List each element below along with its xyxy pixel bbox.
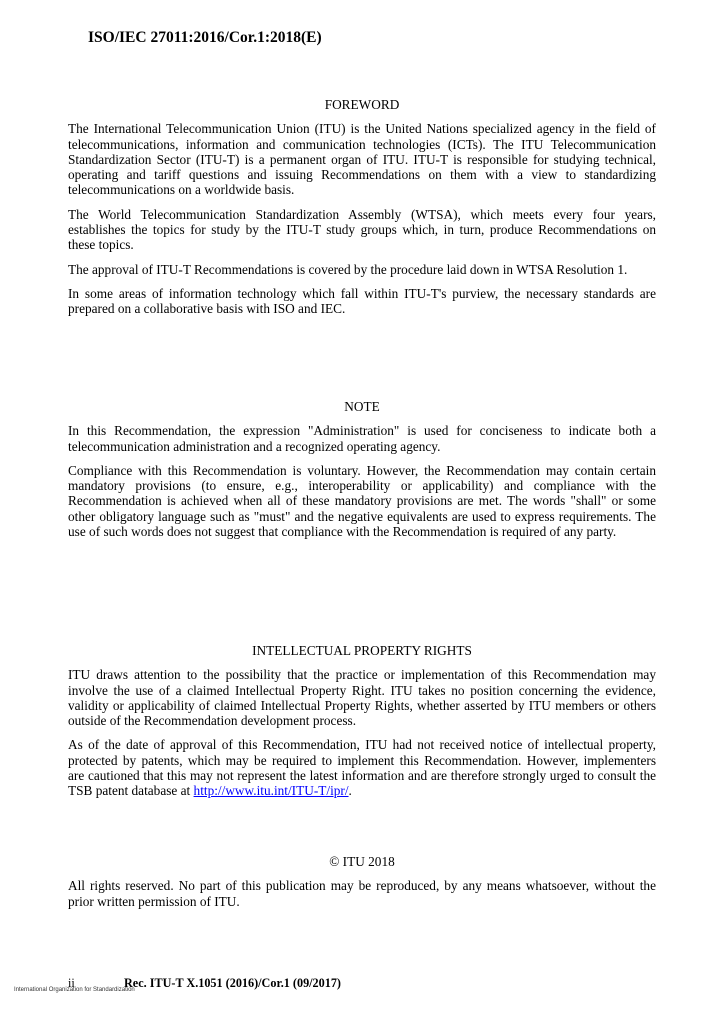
copyright-section: [68, 854, 656, 909]
text-line: mandatory provisions (to ensure, e.g., interoperability or applicability) and compliance with the: [68, 478, 656, 494]
text-line: All rights reserved. No part of this publication may be reproduced, by any means whatsoever, without the: [68, 878, 656, 894]
text-line: prepared on a collaborative basis with ISO and IEC.: [68, 301, 346, 317]
text-line: telecommunications on a worldwide basis.: [68, 182, 295, 198]
ipr-section: [68, 643, 656, 799]
text-line: Recommendation is achieved when all of these mandatory provisions are met. The words "shall" or some: [68, 493, 656, 509]
text-line: use of such words does not suggest that compliance with the Recommendation is required of any party.: [68, 524, 617, 540]
page-number: ii: [68, 976, 75, 990]
text-line: [68, 783, 656, 798]
foreword-paragraph-4: [68, 286, 656, 317]
link-lead-text: TSB patent database at: [68, 783, 194, 799]
text-line: Compliance with this Recommendation is voluntary. However, the Recommendation may contain certain: [68, 462, 656, 478]
ipr-paragraph-2: [68, 737, 656, 798]
text-line: The approval of ITU-T Recommendations is covered by the procedure laid down in WTSA Resolution 1.: [68, 261, 628, 277]
foreword-paragraph-3: [68, 262, 656, 277]
text-line: In some areas of information technology which fall within ITU-T's purview, the necessary standards are: [68, 285, 656, 301]
text-line: other obligatory language such as "must" and the negative equivalents are used to express requirements. The: [68, 508, 656, 524]
copyright-paragraph: [68, 878, 656, 909]
link-trailing-text: .: [348, 783, 352, 799]
section-heading-copyright: © ITU 2018: [329, 854, 395, 869]
text-line: these topics.: [68, 237, 134, 253]
ipr-paragraph-1: [68, 667, 656, 728]
text-line: outside of the Recommendation development process.: [68, 713, 357, 729]
recommendation-reference: Rec. ITU-T X.1051 (2016)/Cor.1 (09/2017): [124, 976, 341, 990]
text-line: As of the date of approval of this Recommendation, ITU had not received notice of intellectual property,: [68, 737, 656, 753]
foreword-paragraph-2: [68, 207, 656, 253]
text-line: telecommunications, information and communication technologies (ICTs). The ITU Telecommunication: [68, 136, 656, 152]
text-line: telecommunication administration and a recognized operating agency.: [68, 438, 441, 454]
text-line: Standardization Sector (ITU-T) is a permanent organ of ITU. ITU-T is responsible for studying technical,: [68, 151, 656, 167]
text-line: involve the use of a claimed Intellectual Property Right. ITU takes no position concerning the evidence,: [68, 682, 656, 698]
ipr-database-link[interactable]: http://www.itu.int/ITU-T/ipr/: [193, 783, 349, 799]
text-line: ITU draws attention to the possibility that the practice or implementation of this Recommendation may: [68, 667, 656, 683]
text-line: The World Telecommunication Standardization Assembly (WTSA), which meets every four years,: [68, 206, 656, 222]
text-line: protected by patents, which may be required to implement this Recommendation. However, implementers: [68, 752, 656, 768]
note-paragraph-1: [68, 423, 656, 454]
text-line: establishes the topics for study by the ITU-T study groups which, in turn, produce Recommendations on: [68, 222, 656, 238]
section-heading-foreword: FOREWORD: [324, 97, 400, 112]
text-line: In this Recommendation, the expression "Administration" is used for conciseness to indicate both a: [68, 423, 656, 439]
text-line: The International Telecommunication Union (ITU) is the United Nations specialized agency in the field of: [68, 121, 656, 137]
text-line: are cautioned that this may not represent the latest information and are therefore strongly urged to consult the: [68, 768, 656, 784]
document-identifier: ISO/IEC 27011:2016/Cor.1:2018(E): [88, 29, 322, 46]
organization-note: International Organization for Standardization: [14, 987, 135, 993]
section-heading-note: NOTE: [344, 399, 380, 414]
section-heading-ipr: INTELLECTUAL PROPERTY RIGHTS: [252, 643, 472, 658]
foreword-paragraph-1: [68, 121, 656, 197]
text-line: validity or applicability of claimed Intellectual Property Rights, whether asserted by ITU members or others: [68, 697, 656, 713]
note-section: [68, 399, 656, 539]
note-paragraph-2: [68, 463, 656, 539]
foreword-section: [68, 97, 656, 317]
text-line: operating and tariff questions and issuing Recommendations on them with a view to standardizing: [68, 167, 656, 183]
text-line: prior written permission of ITU.: [68, 893, 240, 909]
